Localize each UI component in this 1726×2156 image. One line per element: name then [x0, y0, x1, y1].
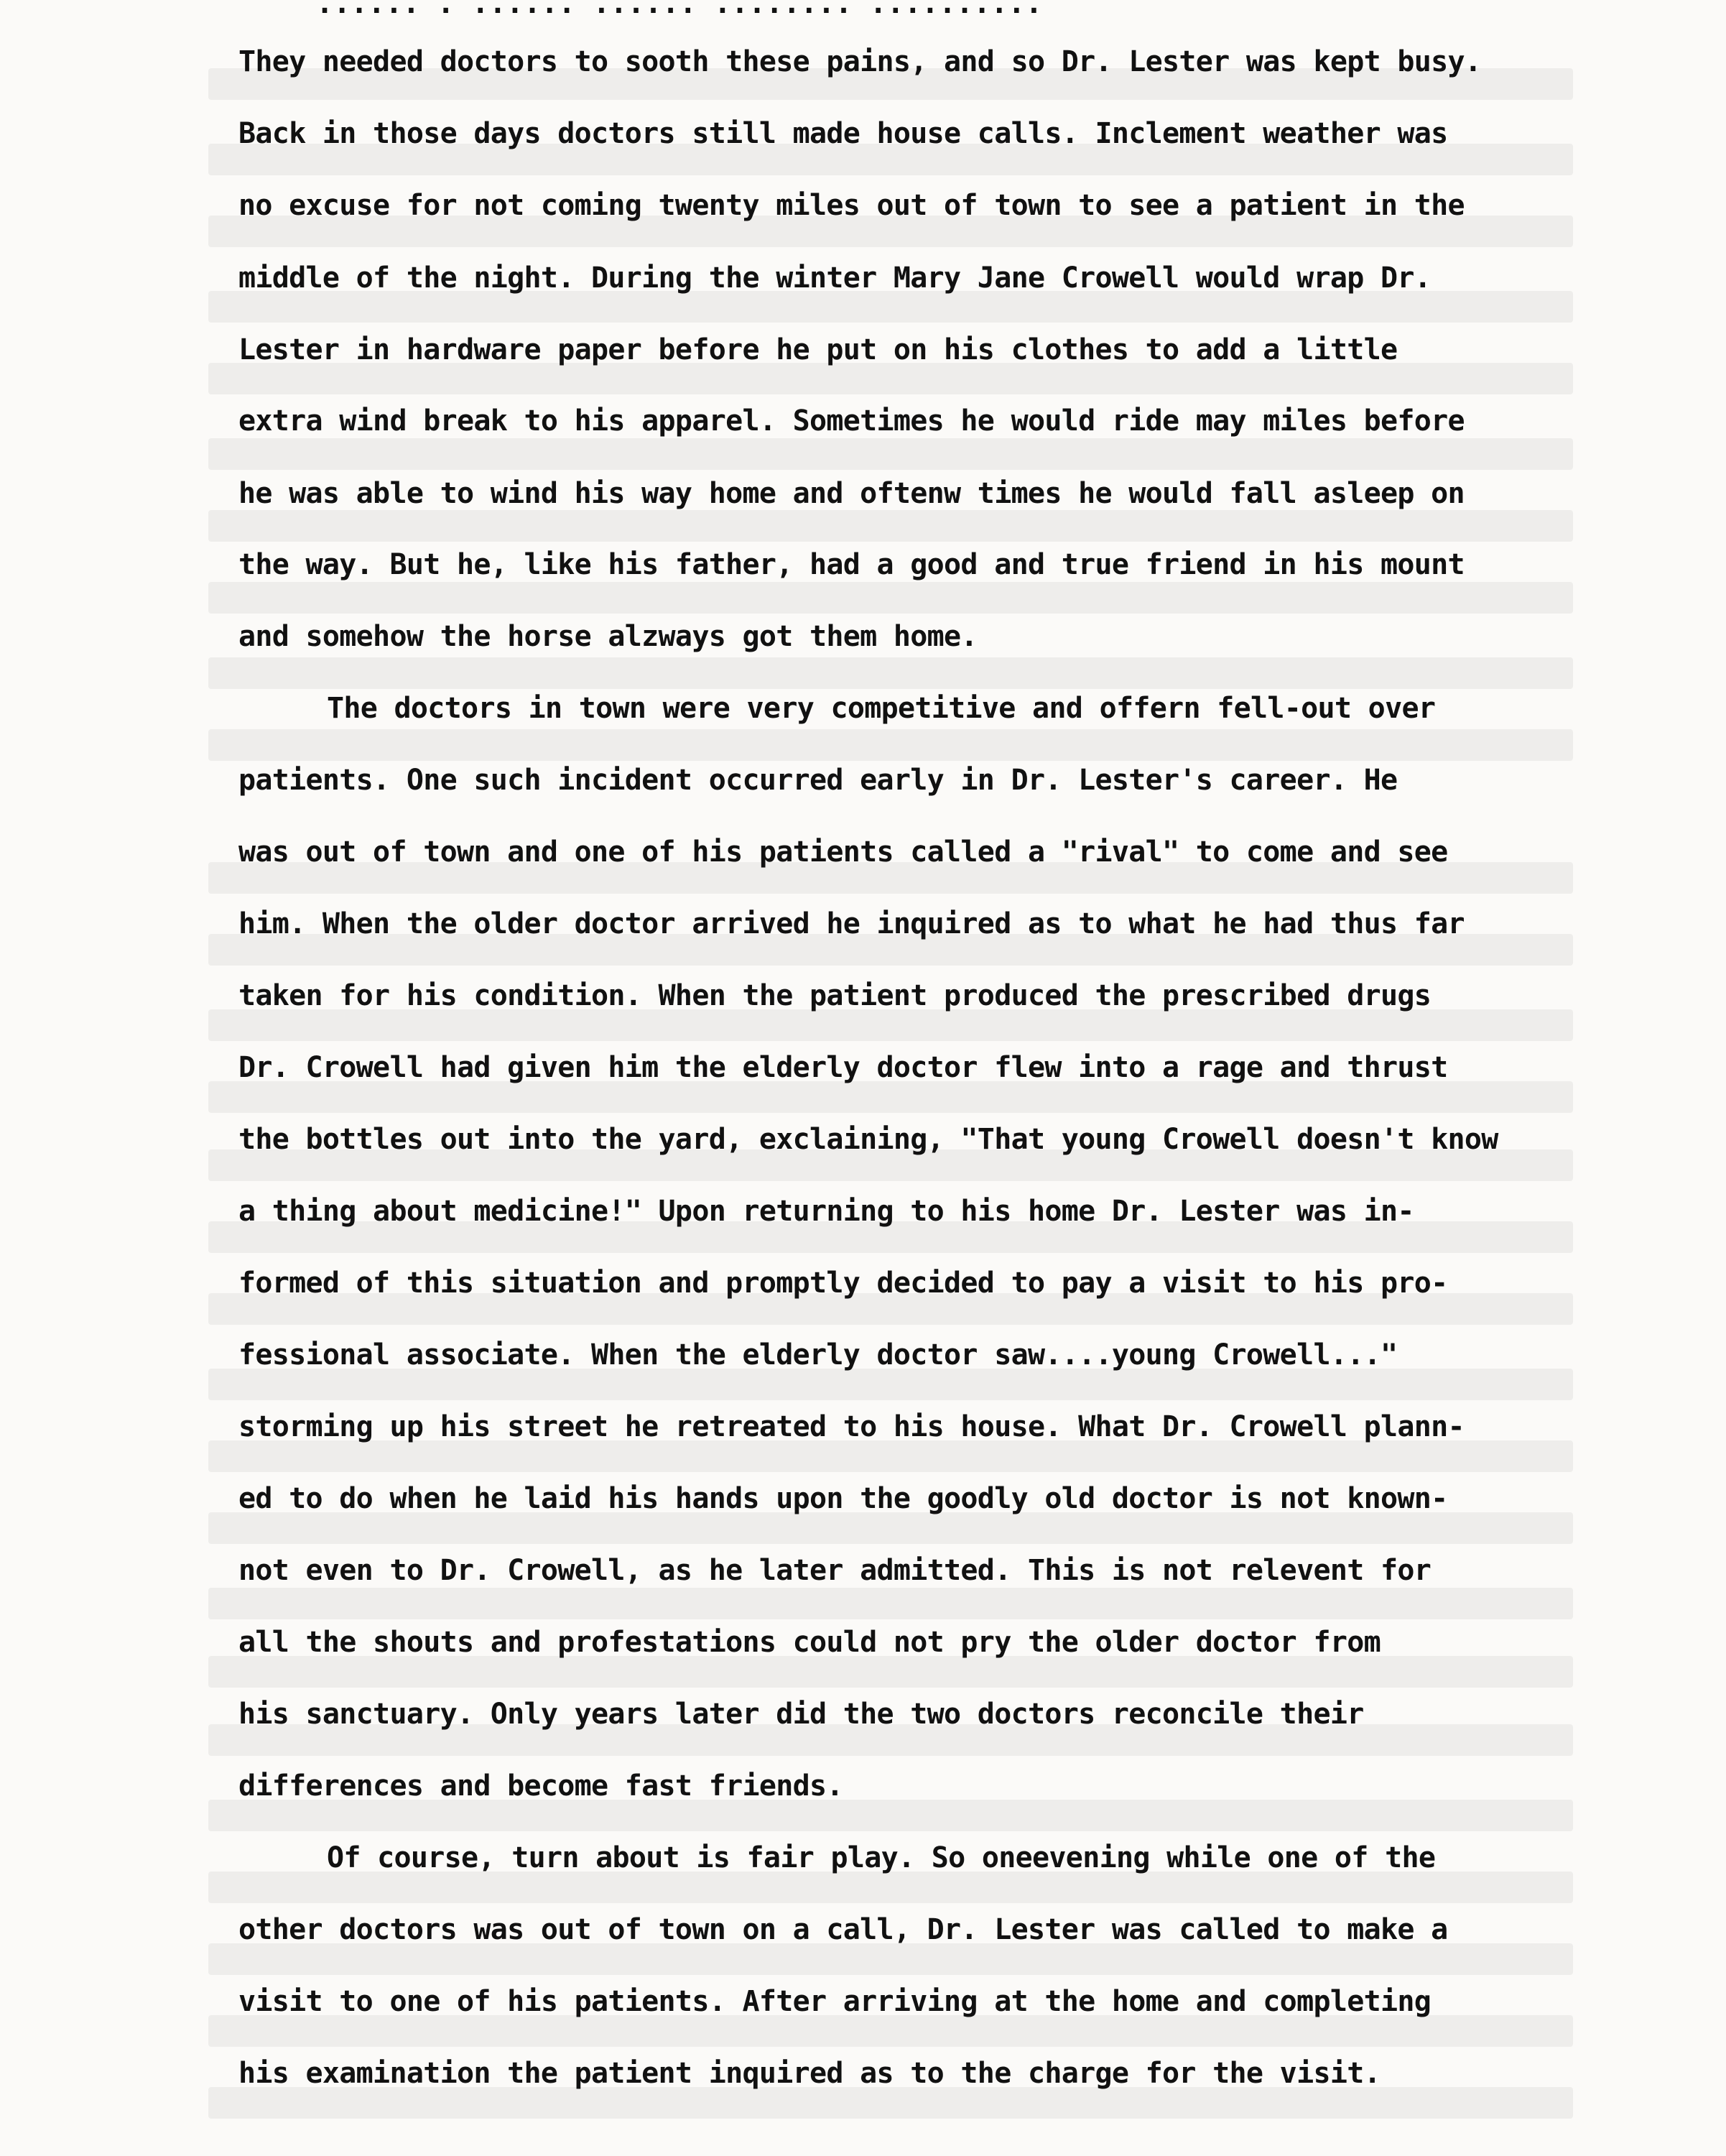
text-line: other doctors was out of town on a call, Dr. Lester was called to make a — [238, 1913, 1448, 1946]
text-line: his examination the patient inquired as to the charge for the visit. — [238, 2057, 1381, 2090]
text-line: the way. But he, like his father, had a good and true friend in his mount — [238, 548, 1465, 581]
text-line: fessional associate. When the elderly doctor saw....young Crowell..." — [238, 1338, 1398, 1371]
text-line: his sanctuary. Only years later did the two doctors reconcile their — [238, 1698, 1364, 1731]
text-line: Of course, turn about is fair play. So oneevening while one of the — [327, 1841, 1436, 1874]
text-line: formed of this situation and promptly decided to pay a visit to his pro- — [238, 1267, 1448, 1300]
text-line: all the shouts and profestations could not pry the older doctor from — [238, 1626, 1381, 1659]
text-line: taken for his condition. When the patient produced the prescribed drugs — [238, 979, 1432, 1012]
text-line: ed to do when he laid his hands upon the goodly old doctor is not known- — [238, 1482, 1448, 1515]
cut-off-line-fragment: ...... . ...... ...... ........ .......... — [316, 0, 1043, 20]
text-line: visit to one of his patients. After arriving at the home and completing — [238, 1985, 1432, 2018]
text-line: and somehow the horse alzways got them home. — [238, 620, 978, 653]
text-line: extra wind break to his apparel. Sometimes he would ride may miles before — [238, 404, 1465, 438]
text-line: no excuse for not coming twenty miles out of town to see a patient in the — [238, 189, 1465, 222]
text-line: the bottles out into the yard, exclaining, "That young Crowell doesn't know — [238, 1123, 1498, 1156]
text-line: Dr. Crowell had given him the elderly doctor flew into a rage and thrust — [238, 1051, 1448, 1084]
text-line: he was able to wind his way home and oftenw times he would fall asleep on — [238, 477, 1465, 510]
text-line: him. When the older doctor arrived he inquired as to what he had thus far — [238, 907, 1465, 940]
text-line: middle of the night. During the winter Mary Jane Crowell would wrap Dr. — [238, 262, 1432, 295]
text-line: differences and become fast friends. — [238, 1769, 843, 1803]
text-line: was out of town and one of his patients called a "rival" to come and see — [238, 836, 1448, 869]
text-line: Lester in hardware paper before he put on his clothes to add a little — [238, 333, 1398, 366]
text-line: storming up his street he retreated to his house. What Dr. Crowell plann- — [238, 1410, 1465, 1443]
text-line: a thing about medicine!" Upon returning to his home Dr. Lester was in- — [238, 1195, 1414, 1228]
text-line: not even to Dr. Crowell, as he later admitted. This is not relevent for — [238, 1554, 1432, 1587]
text-line: patients. One such incident occurred early in Dr. Lester's career. He — [238, 764, 1398, 797]
text-line: They needed doctors to sooth these pains, and so Dr. Lester was kept busy. — [238, 45, 1482, 78]
text-line: Back in those days doctors still made house calls. Inclement weather was — [238, 117, 1448, 150]
text-line: The doctors in town were very competitive and offern fell-out over — [327, 692, 1436, 725]
